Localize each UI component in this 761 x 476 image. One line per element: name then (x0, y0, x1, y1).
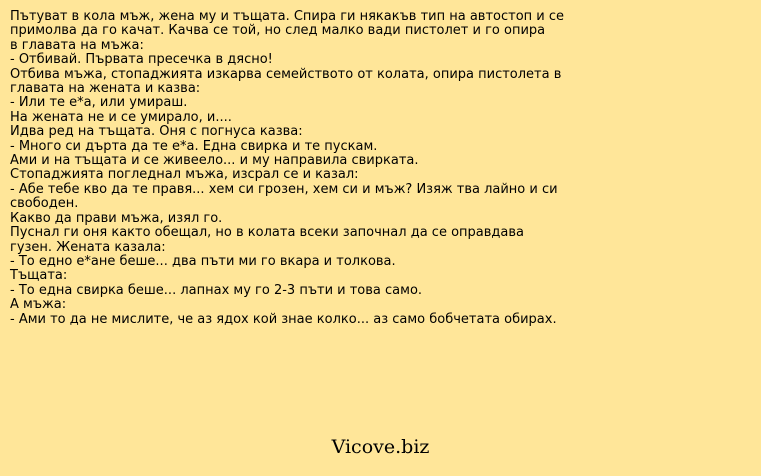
joke-line: - Или те е*а, или умираш. (10, 95, 188, 111)
joke-line: - Отбивай. Първата пресечка в дясно! (10, 52, 273, 68)
joke-line: - То едно е*ане беше... два пъти ми го вкара и толкова. (10, 253, 396, 269)
joke-line: Тъщата: (10, 268, 68, 284)
joke-line: Пуснал ги оня както обещал, но в колата всеки започнал да се оправдава (10, 225, 524, 241)
joke-text (10, 10, 755, 327)
joke-line: примолва да го качат. Качва се той, но след малко вади пистолет и го опира (10, 23, 546, 39)
joke-line: - То една свирка беше... лапнах му го 2-3 пъти и това само. (10, 282, 423, 298)
joke-line: Какво да прави мъжа, изял го. (10, 210, 223, 226)
site-watermark: Vicove.biz (331, 436, 430, 458)
joke-line: - Много си дърта да те е*а. Една свирка и те пускам. (10, 138, 378, 154)
joke-line: Стопаджията погледнал мъжа, изсрал се и казал: (10, 167, 359, 183)
joke-line: Идва ред на тъщата. Оня с погнуса казва: (10, 124, 303, 140)
joke-line: главата на жената и казва: (10, 81, 201, 97)
joke-line: гузен. Жената казала: (10, 239, 166, 255)
joke-line: свободен. (10, 196, 79, 212)
joke-line: А мъжа: (10, 297, 67, 313)
joke-line: - Абе тебе кво да те правя... хем си грозен, хем си и мъж? Изяж тва лайно и си (10, 181, 558, 197)
joke-line: Ами и на тъщата и се живеело... и му направила свирката. (10, 153, 419, 169)
joke-line: Пътуват в кола мъж, жена му и тъщата. Спира ги някакъв тип на автостоп и се (10, 9, 565, 24)
joke-line: - Ами то да не мислите, че аз ядох кой знае колко... аз само бобчетата обирах. (10, 311, 557, 327)
joke-line: На жената не и се умирало, и.... (10, 109, 232, 125)
joke-line: в главата на мъжа: (10, 37, 144, 53)
joke-line: Отбива мъжа, стопаджията изкарва семейството от колата, опира пистолета в (10, 66, 562, 82)
